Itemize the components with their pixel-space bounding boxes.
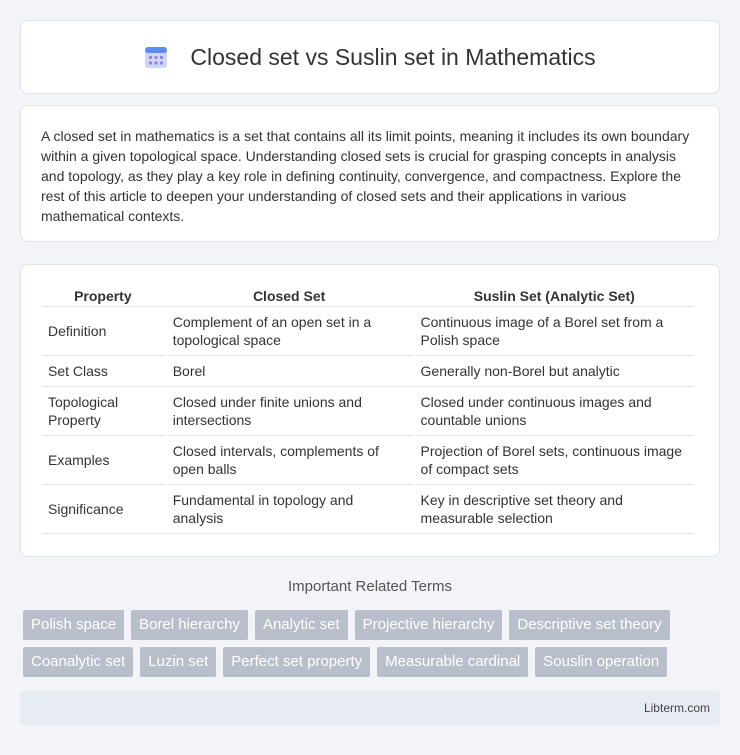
table-cell: Significance — [42, 485, 164, 534]
related-tag[interactable]: Souslin operation — [535, 647, 667, 677]
footer-brand-link[interactable]: Libterm.com — [643, 701, 710, 715]
table-row — [42, 356, 694, 387]
table-row — [42, 387, 694, 436]
related-tag[interactable]: Coanalytic set — [23, 647, 133, 677]
table-cell: Key in descriptive set theory and measurable selection — [415, 485, 694, 534]
related-tag[interactable]: Descriptive set theory — [509, 610, 669, 640]
related-tag[interactable]: Borel hierarchy — [131, 610, 248, 640]
related-tag[interactable]: Measurable cardinal — [377, 647, 528, 677]
comparison-table — [39, 285, 697, 534]
table-cell: Definition — [42, 307, 164, 356]
page-title: Closed set vs Suslin set in Mathematics — [190, 43, 596, 70]
table-cell: Complement of an open set in a topological space — [167, 307, 412, 356]
table-cell: Topological Property — [42, 387, 164, 436]
header-property: Property — [42, 285, 164, 307]
header-suslin-set: Suslin Set (Analytic Set) — [415, 285, 694, 307]
table-cell: Continuous image of a Borel set from a Polish space — [415, 307, 694, 356]
related-terms-row-1 — [23, 610, 677, 640]
table-cell: Set Class — [42, 356, 164, 387]
table-cell: Closed under continuous images and countable unions — [415, 387, 694, 436]
table-row — [42, 307, 694, 356]
table-row — [42, 485, 694, 534]
table-cell: Projection of Borel sets, continuous image of compact sets — [415, 436, 694, 485]
table-cell: Closed under finite unions and intersections — [167, 387, 412, 436]
footer — [20, 691, 720, 725]
related-tag[interactable]: Perfect set property — [223, 647, 370, 677]
table-cell: Closed intervals, complements of open balls — [167, 436, 412, 485]
table-header-row — [42, 285, 694, 307]
comparison-table-card — [20, 264, 720, 557]
related-terms-row-2 — [23, 647, 674, 677]
related-tag[interactable]: Analytic set — [255, 610, 348, 640]
table-cell: Generally non-Borel but analytic — [415, 356, 694, 387]
related-terms-title: Important Related Terms — [288, 578, 452, 595]
title-card — [20, 20, 720, 94]
related-tag[interactable]: Projective hierarchy — [355, 610, 503, 640]
intro-paragraph: A closed set in mathematics is a set that contains all its limit points, meaning it includes its own boundary within a given topological space. Understanding closed sets is crucial for grasping concepts in analysis and topology, as they play a key role in defining continuity, convergence, and compactness. Explore the rest of this article to deepen your understanding of closed sets and their applications in various mathematical contexts. — [41, 128, 690, 224]
table-cell: Examples — [42, 436, 164, 485]
table-cell: Fundamental in topology and analysis — [167, 485, 412, 534]
table-cell: Borel — [167, 356, 412, 387]
table-row — [42, 436, 694, 485]
related-tag[interactable]: Luzin set — [140, 647, 216, 677]
calendar-icon — [144, 45, 168, 69]
related-tag[interactable]: Polish space — [23, 610, 124, 640]
intro-card — [20, 105, 720, 242]
header-closed-set: Closed Set — [167, 285, 412, 307]
